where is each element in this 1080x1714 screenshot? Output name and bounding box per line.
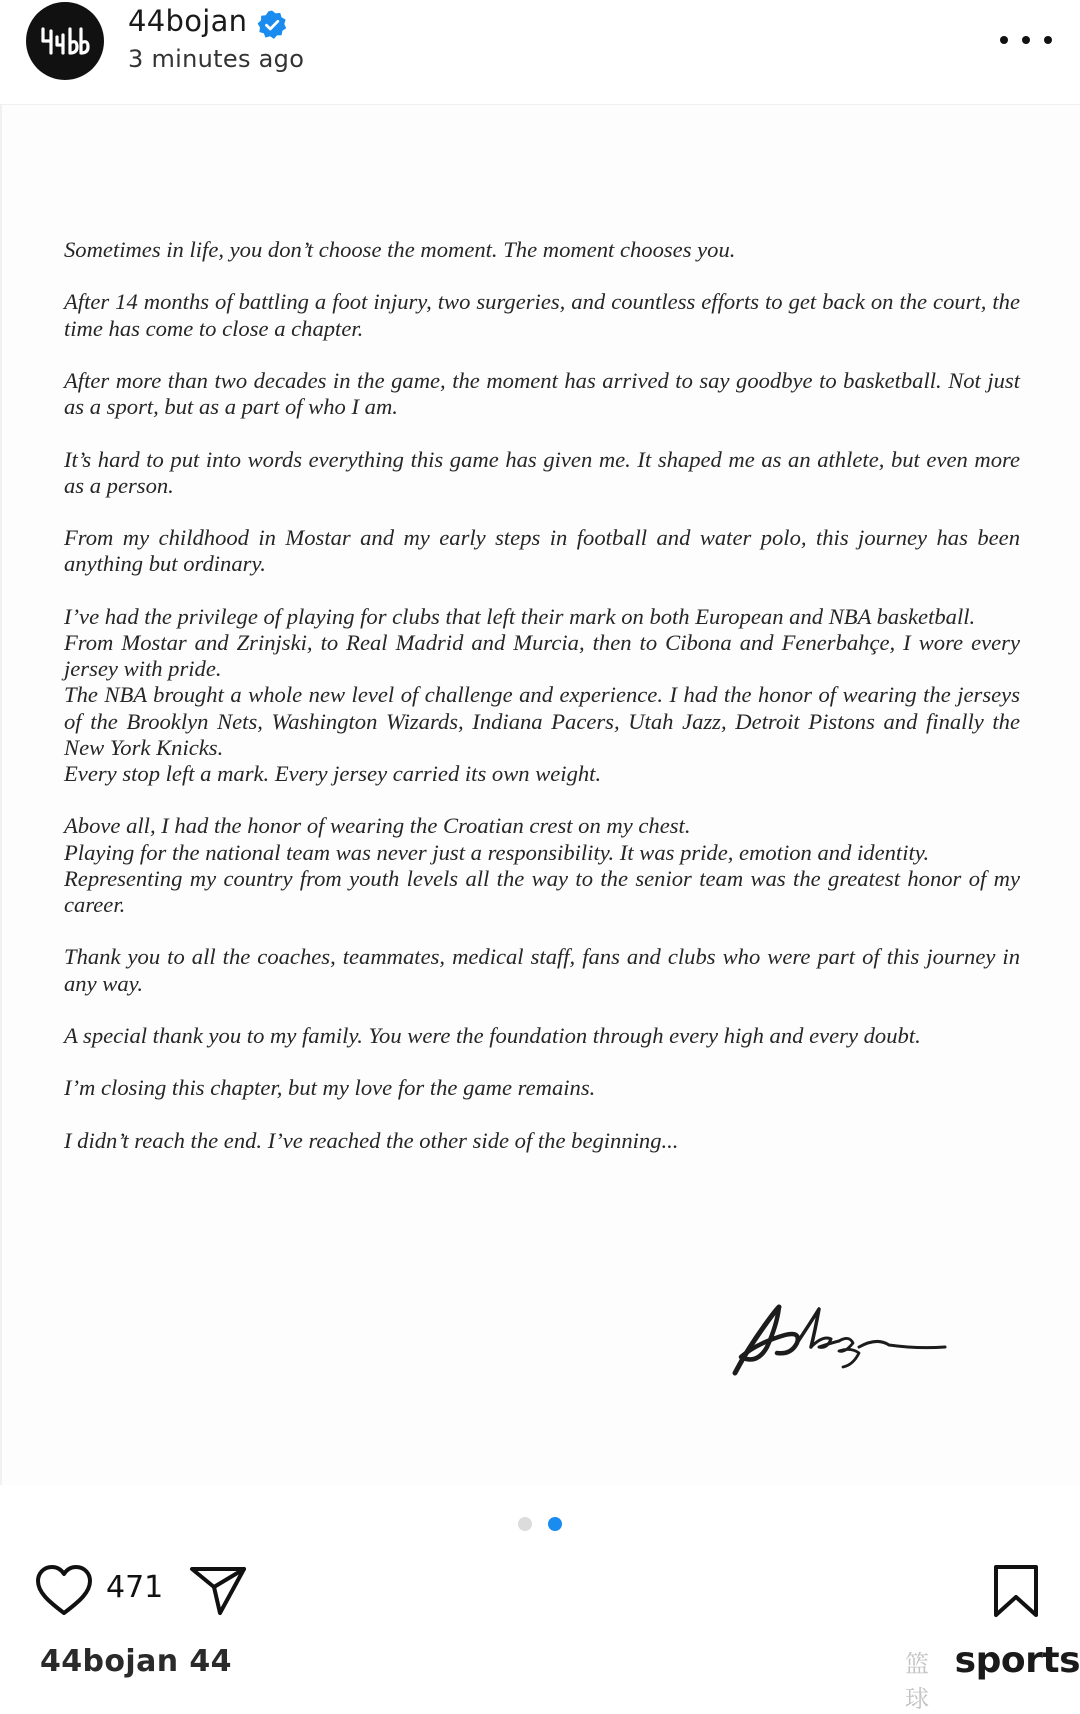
verified-badge-icon — [256, 9, 288, 41]
watermark-en-text: sports — [954, 1640, 1080, 1681]
more-dot — [1022, 36, 1030, 44]
avatar-logo-icon — [39, 23, 91, 59]
letter-line: From my childhood in Mostar and my early steps in football and water polo, this journey has been anything but ordinary. — [64, 525, 1020, 577]
letter-paragraph — [64, 368, 1020, 420]
letter-paragraph — [64, 1128, 1020, 1154]
letter-line: Sometimes in life, you don’t choose the moment. The moment chooses you. — [64, 237, 736, 262]
carousel-indicator — [518, 1517, 562, 1531]
letter-line: From Mostar and Zrinjski, to Real Madrid and Murcia, then to Cibona and Fenerbahçe, I wore every jersey with pride. — [64, 629, 1020, 682]
letter-line: I didn’t reach the end. I’ve reached the other side of the beginning... — [64, 1127, 679, 1153]
letter-paragraph — [64, 289, 1020, 341]
carousel-dot-1[interactable] — [518, 1517, 532, 1531]
carousel-dot-2-active[interactable] — [548, 1517, 562, 1531]
letter-paragraph — [64, 237, 1020, 263]
send-icon[interactable] — [188, 1563, 248, 1619]
bookmark-icon[interactable] — [990, 1563, 1042, 1619]
watermark-logo — [905, 1640, 1080, 1713]
letter-paragraph — [64, 604, 1020, 787]
post-image-letter[interactable] — [0, 105, 1080, 1485]
more-horizontal-icon — [1000, 36, 1008, 44]
letter-paragraph — [64, 944, 1020, 996]
letter-paragraph — [64, 1075, 1020, 1101]
letter-paragraph — [64, 447, 1020, 499]
letter-line: Every stop left a mark. Every jersey carried its own weight. — [64, 760, 602, 786]
letter-text — [64, 237, 1020, 1180]
letter-paragraph — [64, 813, 1020, 918]
avatar[interactable] — [26, 2, 104, 80]
letter-line: I’m closing this chapter, but my love for the game remains. — [64, 1075, 596, 1101]
letter-paragraph — [64, 525, 1020, 577]
more-options-button[interactable] — [1000, 22, 1052, 58]
letter-line: The NBA brought a whole new level of challenge and experience. I had the honor of wearing the jerseys of the Brooklyn Nets, Washington Wizards, Indiana Pacers, Utah Jazz, Detroit Pistons and finally the New York Knicks. — [64, 682, 1020, 760]
letter-line: After 14 months of battling a foot injury, two surgeries, and countless efforts to get back on the court, the time has come to close a chapter. — [64, 289, 1020, 341]
letter-line: After more than two decades in the game, the moment has arrived to say goodbye to basketball. Not just as a sport, but as a part of who I am. — [64, 367, 1020, 420]
post-caption: 44bojan 44 — [40, 1644, 232, 1679]
letter-line: Playing for the national team was never just a responsibility. It was pride, emotion and identity. — [64, 839, 930, 865]
like-count[interactable]: 471 — [106, 1570, 164, 1605]
username[interactable]: 44bojan — [128, 4, 248, 38]
letter-paragraph — [64, 1023, 1020, 1049]
letter-line: It’s hard to put into words everything this game has given me. It shaped me as an athlete, but even more as a person. — [64, 446, 1020, 498]
letter-line: Thank you to all the coaches, teammates, medical staff, fans and clubs who were part of this journey in any way. — [64, 944, 1020, 996]
letter-line: I’ve had the privilege of playing for clubs that left their mark on both European and NBA basketball. — [64, 603, 976, 629]
heart-icon[interactable] — [34, 1563, 94, 1619]
letter-line: A special thank you to my family. You were the foundation through every high and every doubt. — [64, 1022, 921, 1048]
letter-line: Representing my country from youth levels all the way to the senior team was the greatest honor of my career. — [64, 865, 1020, 917]
watermark-cn-text: 篮球 — [905, 1650, 929, 1713]
signature-image — [727, 1295, 952, 1385]
post-header — [0, 0, 1080, 104]
letter-line: Above all, I had the honor of wearing the Croatian crest on my chest. — [64, 813, 691, 839]
post-timestamp: 3 minutes ago — [128, 45, 305, 73]
more-dot — [1044, 36, 1052, 44]
